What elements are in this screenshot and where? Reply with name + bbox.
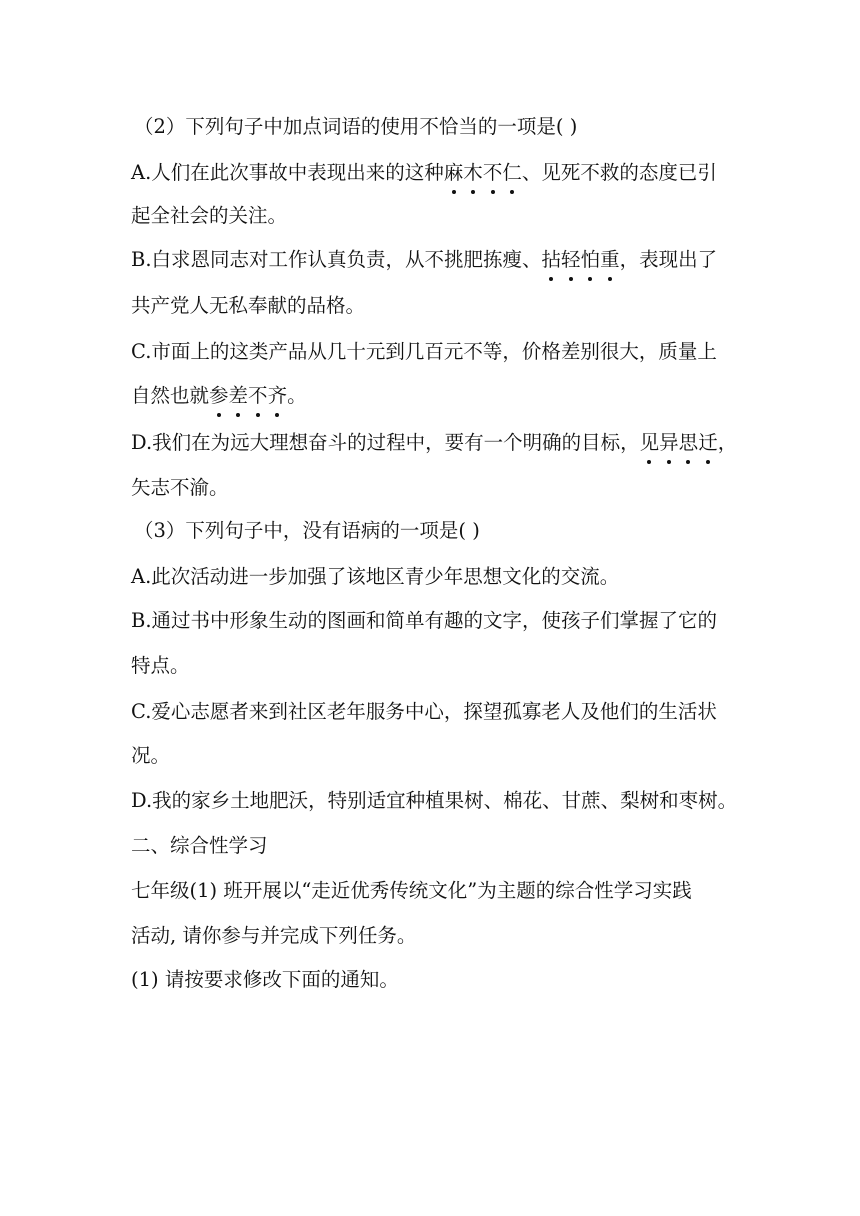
option-a-text-before: A.人们在此次事故中表现出来的这种 bbox=[131, 161, 444, 184]
option-b-text-before: B.白求恩同志对工作认真负责，从不挑肥拣瘦、 bbox=[131, 248, 542, 271]
question-3-option-c-line-2: 况。 bbox=[131, 744, 171, 767]
question-3-option-b-line-1: B.通过书中形象生动的图画和简单有趣的文字，使孩子们掌握了它的 bbox=[131, 609, 718, 632]
question-3-stem: （3）下列句子中，没有语病的一项是( ) bbox=[134, 519, 480, 542]
option-c-text-before: 自然也就 bbox=[131, 384, 210, 407]
question-3-option-b-line-2: 特点。 bbox=[131, 654, 190, 677]
dotted-char: 重 bbox=[600, 246, 620, 274]
question-2-option-b-line-2: 共产党人无私奉献的品格。 bbox=[131, 294, 366, 317]
dotted-char: 麻 bbox=[444, 159, 464, 187]
question-2-option-a-line-1 bbox=[131, 159, 741, 187]
dotted-char: 不 bbox=[248, 382, 268, 410]
dotted-char: 差 bbox=[229, 382, 249, 410]
question-3-option-c-line-1: C.爱心志愿者来到社区老年服务中心，探望孤寡老人及他们的生活状 bbox=[131, 700, 717, 723]
question-2-stem: （2）下列句子中加点词语的使用不恰当的一项是( ) bbox=[134, 115, 578, 138]
option-c-text-after: 。 bbox=[287, 384, 307, 407]
dotted-char: 不 bbox=[483, 159, 503, 187]
section-2-heading: 二、综合性学习 bbox=[131, 834, 268, 857]
question-2-option-c-line-1: C.市面上的这类产品从几十元到几百元不等，价格差别很大，质量上 bbox=[131, 340, 717, 363]
question-2-option-d-line-2: 矢志不渝。 bbox=[131, 476, 229, 499]
dotted-char: 木 bbox=[463, 159, 483, 187]
question-2-option-d-line-1 bbox=[131, 429, 741, 457]
dotted-char: 参 bbox=[209, 382, 229, 410]
question-2-option-c-line-2 bbox=[131, 382, 741, 410]
option-d-text-after: ， bbox=[717, 431, 738, 454]
question-3-option-a: A.此次活动进一步加强了该地区青少年思想文化的交流。 bbox=[131, 565, 620, 588]
option-d-text-before: D.我们在为远大理想奋斗的过程中，要有一个明确的目标， bbox=[131, 431, 640, 454]
section-2-task-1: (1) 请按要求修改下面的通知。 bbox=[131, 968, 399, 991]
question-2-option-a-line-2: 起全社会的关注。 bbox=[131, 204, 288, 227]
dotted-char: 迁 bbox=[698, 429, 718, 457]
dotted-char: 怕 bbox=[581, 246, 601, 274]
question-3-option-d: D.我的家乡土地肥沃，特别适宜种植果树、棉花、甘蔗、梨树和枣树。 bbox=[131, 789, 738, 812]
section-2-intro-line-1: 七年级(1) 班开展以“走近优秀传统文化”为主题的综合性学习实践 bbox=[131, 879, 692, 902]
dotted-char: 齐 bbox=[268, 382, 288, 410]
dotted-char: 仁 bbox=[502, 159, 522, 187]
dotted-char: 异 bbox=[659, 429, 679, 457]
dotted-char: 轻 bbox=[561, 246, 581, 274]
question-2-option-b-line-1 bbox=[131, 246, 741, 274]
dotted-char: 拈 bbox=[542, 246, 562, 274]
option-a-text-after: 、见死不救的态度已引 bbox=[521, 161, 717, 184]
dotted-char: 见 bbox=[640, 429, 660, 457]
dotted-char: 思 bbox=[679, 429, 699, 457]
option-b-text-after: ，表现出了 bbox=[619, 248, 718, 271]
section-2-intro-line-2: 活动, 请你参与并完成下列任务。 bbox=[131, 924, 417, 947]
